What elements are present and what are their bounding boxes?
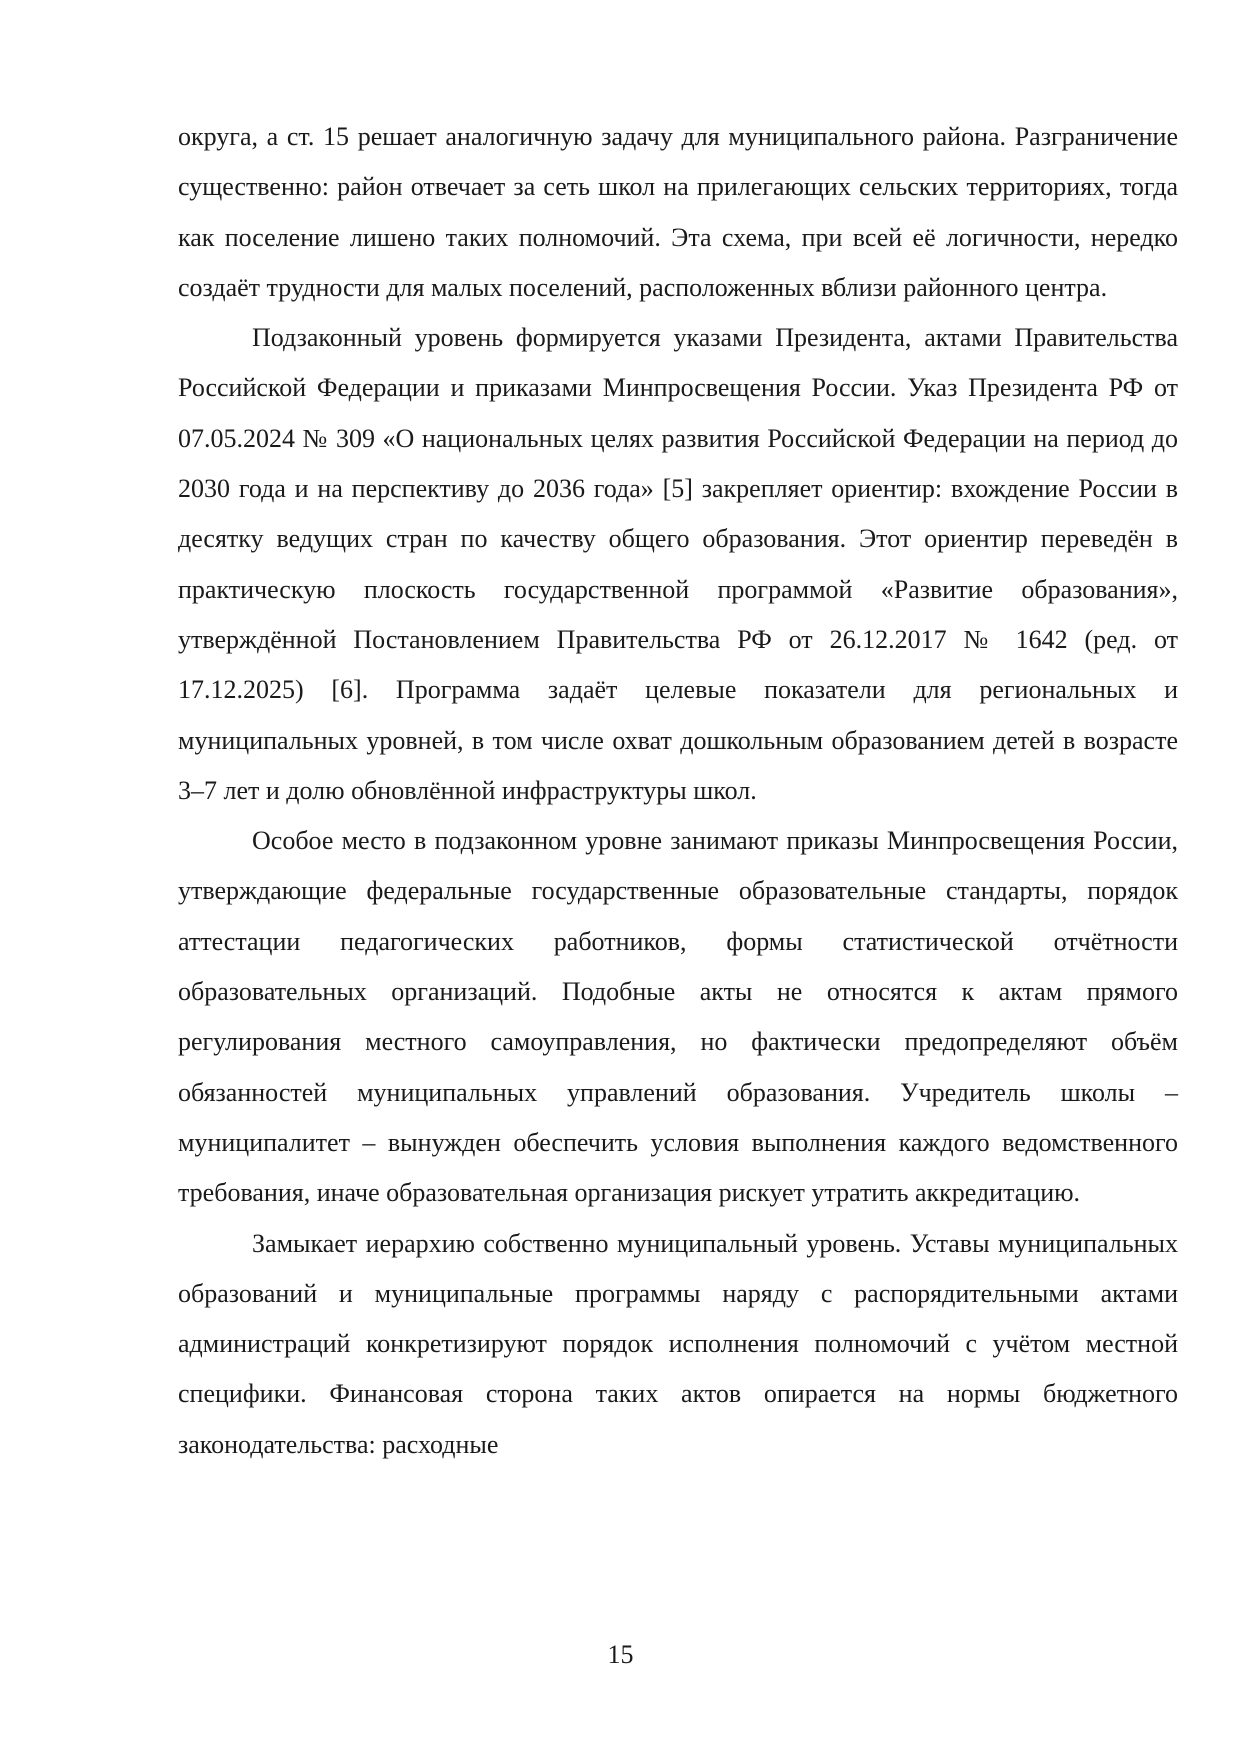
- page-number: 15: [607, 1640, 634, 1669]
- body-text: [178, 112, 1178, 1470]
- paragraph-ministry-orders: Особое место в подзаконном уровне занимают приказы Минпросвещения России, утверждающие федеральные государственные образовательные стандарты, порядок аттестации педагогических работников, формы статистической отчётности образовательных организаций. Подобные акты не относятся к актам прямого регулирования местного самоуправления, но фактически предопределяют объём обязанностей муниципальных управлений образования. Учредитель школы – муниципалитет – вынужден обеспечить условия выполнения каждого ведомственного требования, иначе образовательная организация рискует утратить аккредитацию.: [178, 826, 1178, 1208]
- paragraph-bylaw-level: Подзаконный уровень формируется указами Президента, актами Правительства Российской Федерации и приказами Минпросвещения России. Указ Президента РФ от 07.05.2024 № 309 «О национальных целях развития Российской Федерации на период до 2030 года и на перспективу до 2036 года» [5] закрепляет ориентир: вхождение России в десятку ведущих стран по качеству общего образования. Этот ориентир переведён в практическую плоскость государственной программой «Развитие образования», утверждённой Постановлением Правительства РФ от 26.12.2017 № 1642 (ред. от 17.12.2025) [6]. Программа задаёт целевые показатели для региональных и муниципальных уровней, в том числе охват дошкольным образованием детей в возрасте 3–7 лет и долю обновлённой инфраструктуры школ.: [178, 323, 1178, 805]
- paragraph-continuation: округа, а ст. 15 решает аналогичную задачу для муниципального района. Разграничение существенно: район отвечает за сеть школ на прилегающих сельских территориях, тогда как поселение лишено таких полномочий. Эта схема, при всей её логичности, нередко создаёт трудности для малых поселений, расположенных вблизи районного центра.: [178, 122, 1178, 302]
- paragraph-municipal-level: Замыкает иерархию собственно муниципальный уровень. Уставы муниципальных образований и муниципальные программы наряду с распорядительными актами администраций конкретизируют порядок исполнения полномочий с учётом местной специфики. Финансовая сторона таких актов опирается на нормы бюджетного законодательства: расходные: [178, 1228, 1178, 1459]
